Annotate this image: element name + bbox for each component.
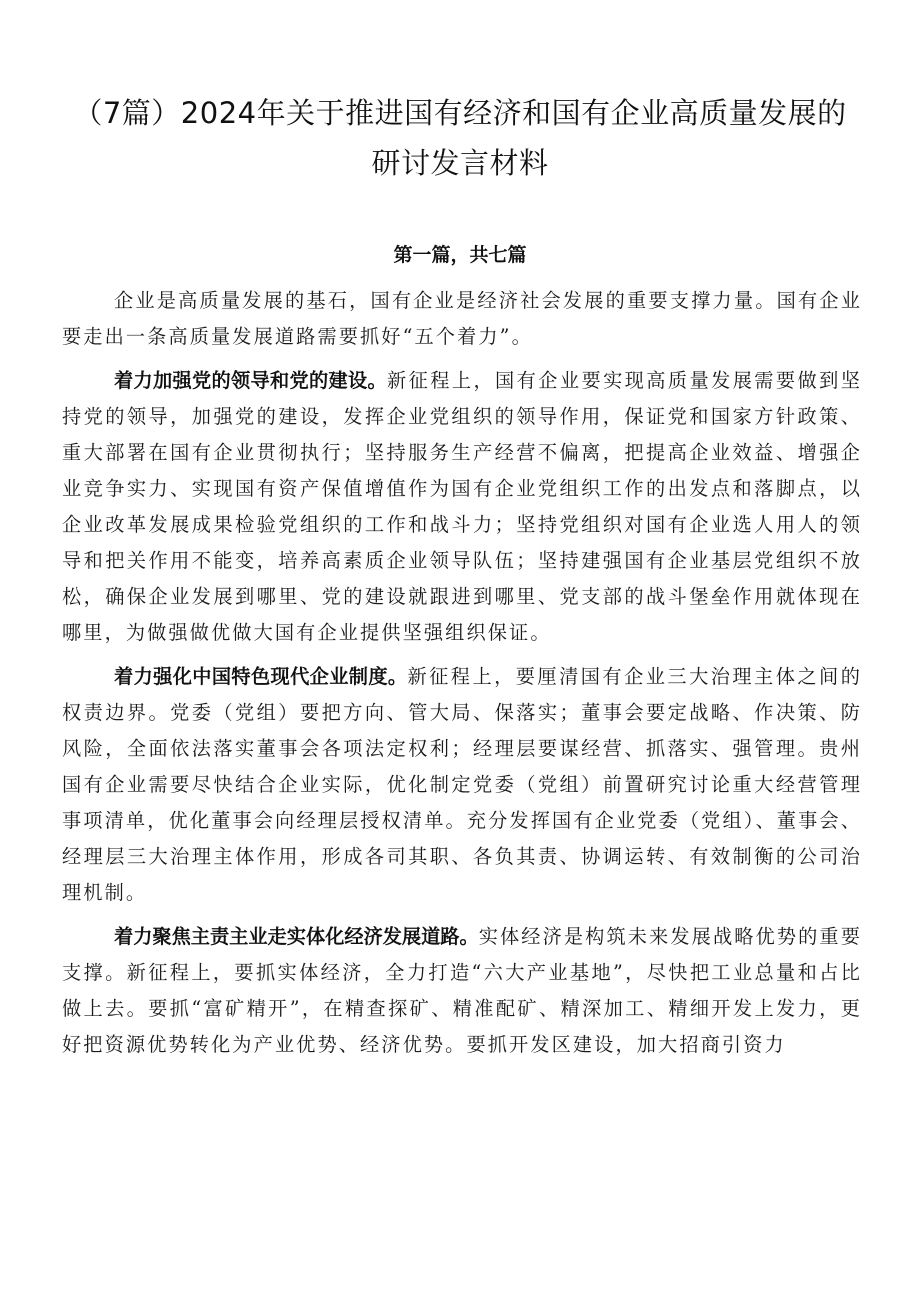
paragraph-intro: [62, 283, 862, 355]
document-body: [62, 283, 862, 1071]
section-heading: 第一篇，共七篇: [393, 244, 527, 266]
paragraph-text: 企业是高质量发展的基石，国有企业是经济社会发展的重要支撑力量。国有企业要走出一条高质量发展道路需要抓好“五个着力”。: [62, 289, 862, 348]
paragraph-lead: 着力聚焦主责主业走实体化经济发展道路。: [114, 925, 479, 948]
paragraph-lead: 着力加强党的领导和党的建设。: [114, 369, 388, 392]
paragraph-real-economy: [62, 919, 862, 1063]
paragraph-enterprise-system: [62, 659, 862, 911]
paragraph-lead: 着力强化中国特色现代企业制度。: [114, 665, 408, 688]
paragraph-party-leadership: [62, 363, 862, 651]
paragraph-text: 新征程上，国有企业要实现高质量发展需要做到坚持党的领导，加强党的建设，发挥企业党组织的领导作用，保证党和国家方针政策、重大部署在国有企业贯彻执行；坚持服务生产经营不偏离，把提高企业效益、增强企业竞争实力、实现国有资产保值增值作为国有企业党组织工作的出发点和落脚点，以企业改革发展成果检验党组织的工作和战斗力；坚持党组织对国有企业选人用人的领导和把关作用不能变，培养高素质企业领导队伍；坚持建强国有企业基层党组织不放松，确保企业发展到哪里、党的建设就跟进到哪里、党支部的战斗堡垒作用就体现在哪里，为做强做优做大国有企业提供坚强组织保证。: [62, 369, 862, 644]
paragraph-text: 新征程上，要厘清国有企业三大治理主体之间的权责边界。党委（党组）要把方向、管大局、保落实；董事会要定战略、作决策、防风险，全面依法落实董事会各项法定权利；经理层要谋经营、抓落实、强管理。贵州国有企业需要尽快结合企业实际，优化制定党委（党组）前置研究讨论重大经营管理事项清单，优化董事会向经理层授权清单。充分发挥国有企业党委（党组）、董事会、经理层三大治理主体作用，形成各司其职、各负其责、协调运转、有效制衡的公司治理机制。: [62, 665, 862, 904]
document-title: （7篇）2024年关于推进国有经济和国有企业高质量发展的研讨发言材料: [73, 96, 847, 180]
paragraph-text: 实体经济是构筑未来发展战略优势的重要支撑。新征程上，要抓实体经济，全力打造“六大产业基地”，尽快把工业总量和占比做上去。要抓“富矿精开”，在精查探矿、精准配矿、精深加工、精细开发上发力，更好把资源优势转化为产业优势、经济优势。要抓开发区建设，加大招商引资力: [62, 925, 862, 1056]
